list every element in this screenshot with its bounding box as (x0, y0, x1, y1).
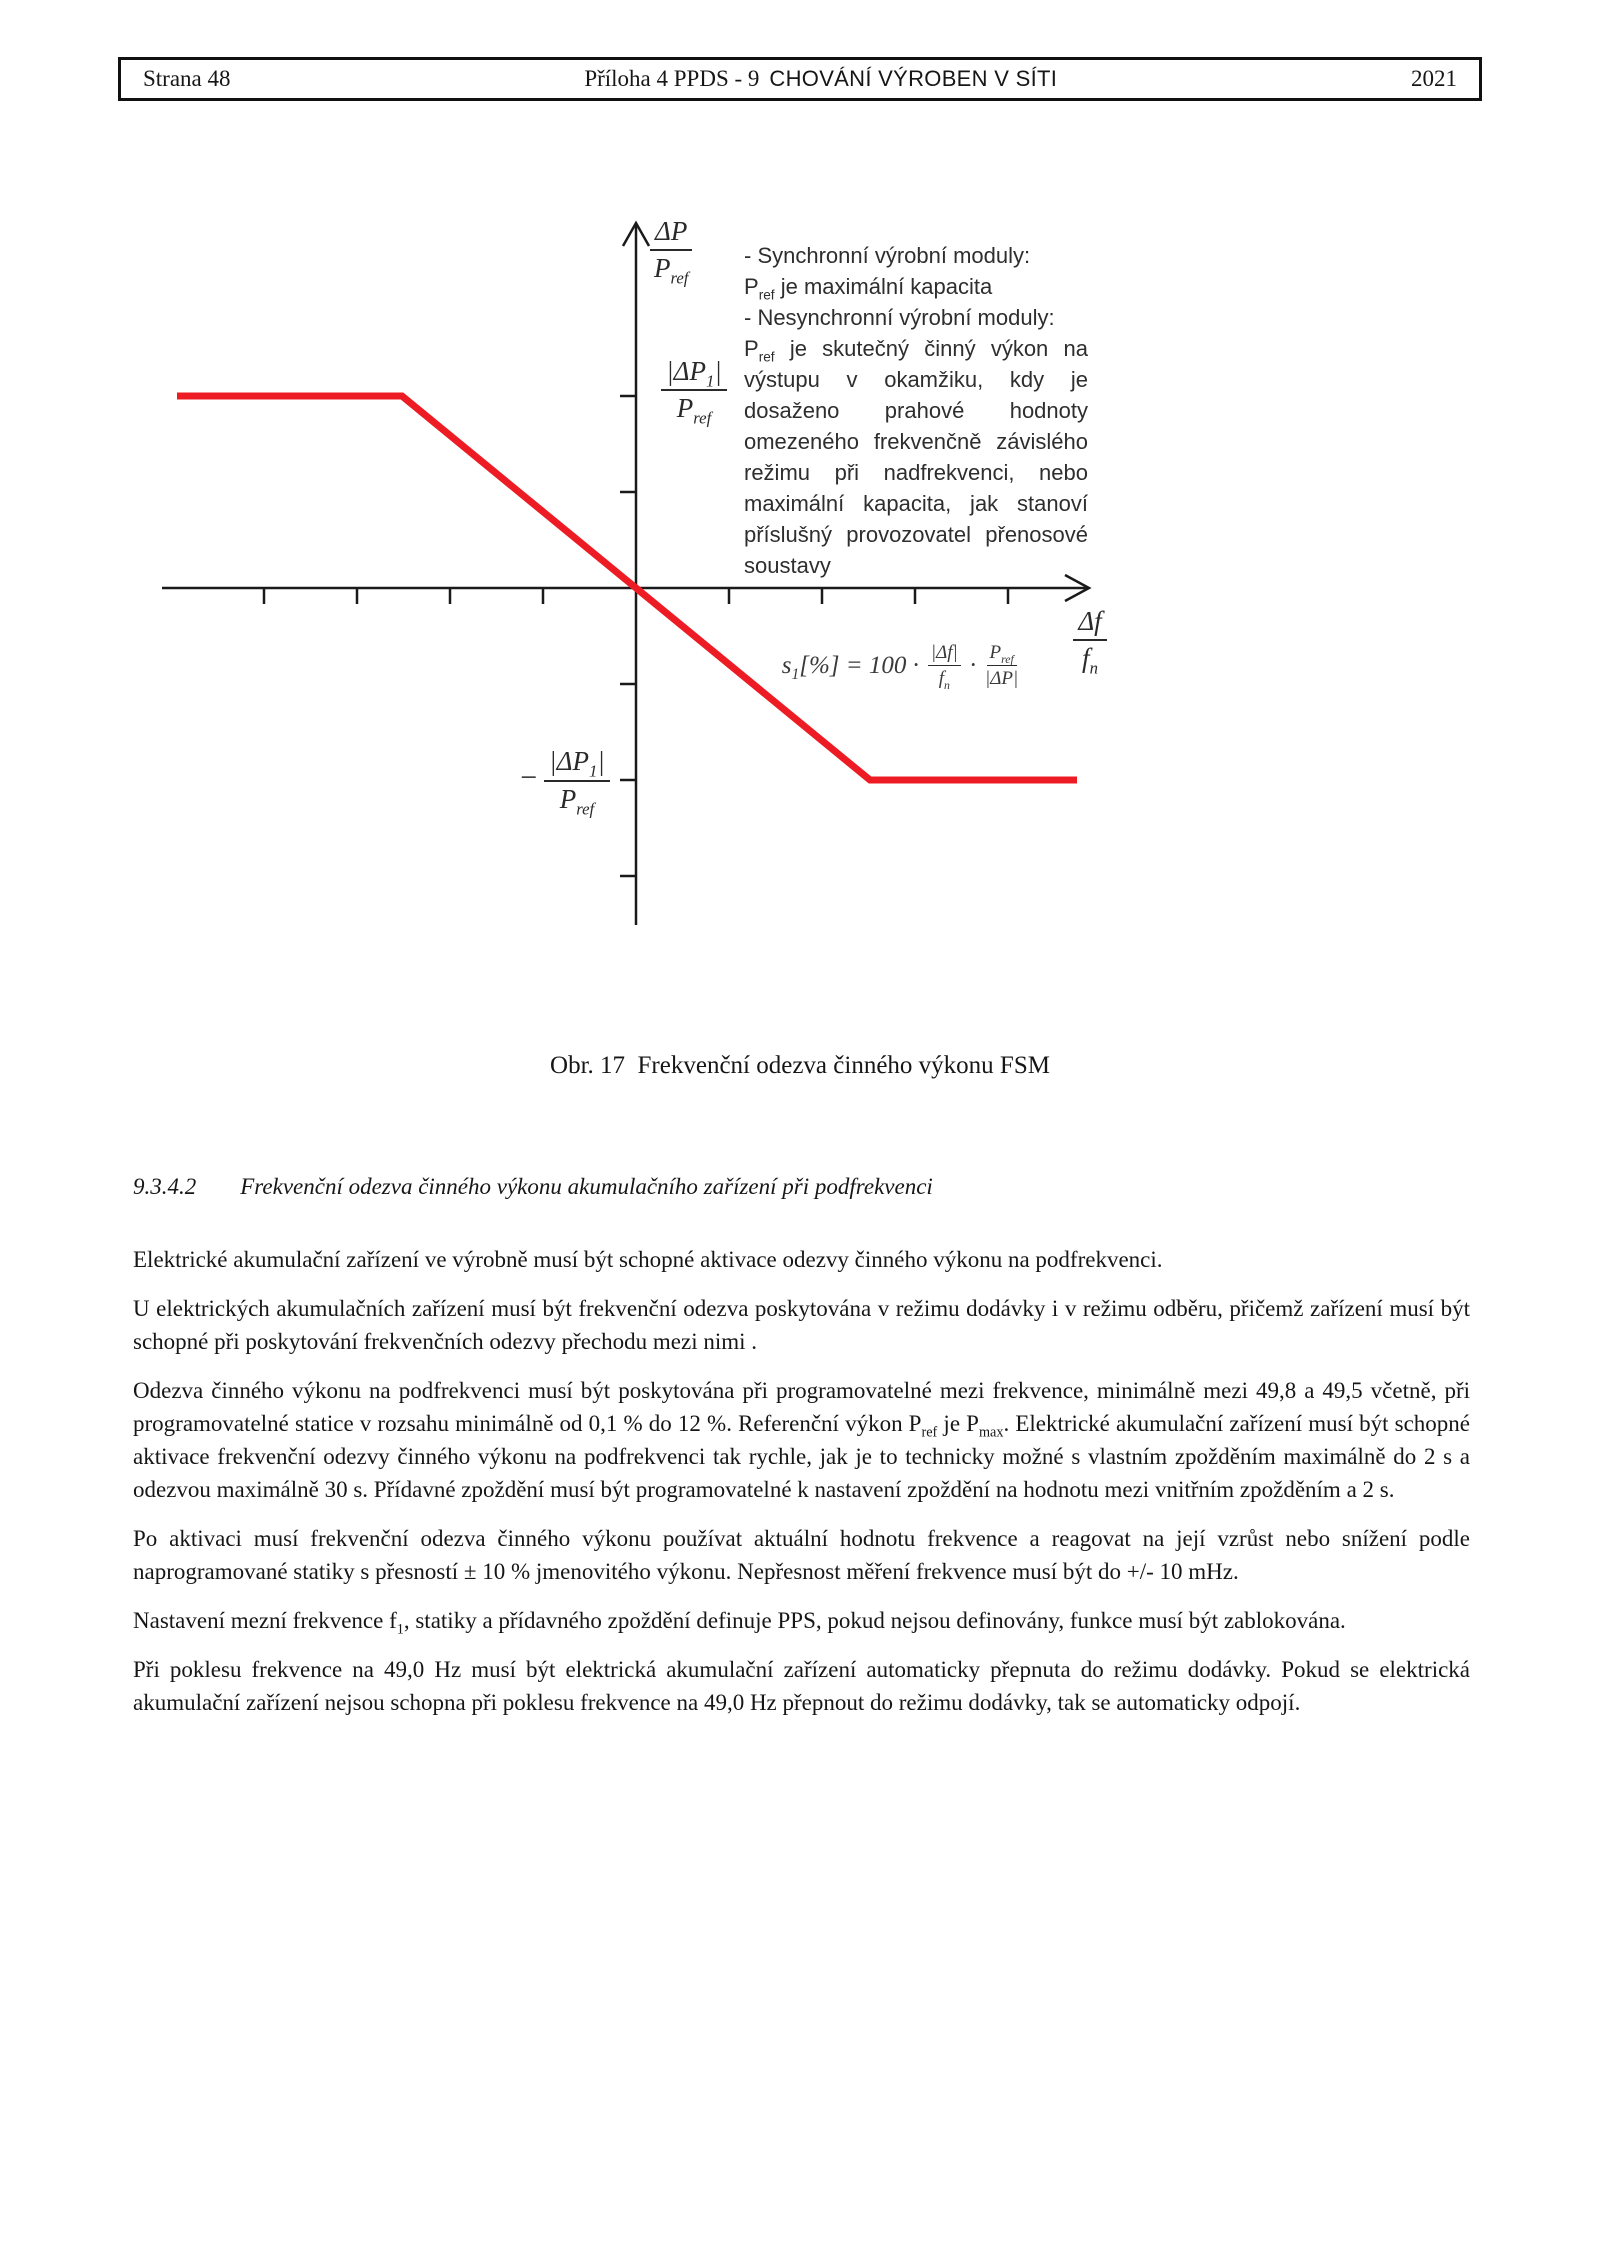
header-title (584, 66, 1057, 92)
upper-power-limit-label: $\frac{|\Delta P_1|}{P_{ref}}$ (644, 356, 744, 423)
paragraph: Po aktivaci musí frekvenční odezva činného výkonu používat aktuální hodnotu frekvence a reagovat na její vzrůst nebo snížení podle naprogramované statiky s přesností ± 10 % jmenovitého výkonu. Nepřesnost měření frekvence musí být do +/- 10 mHz. (133, 1526, 1470, 1584)
x-axis-label: $\frac{\Delta f}{f_n}$ (1050, 606, 1130, 673)
section-heading (133, 1170, 1470, 1203)
y-axis-label-fraction: $\frac{\Delta P}{P_{ref}}$ (650, 216, 692, 283)
paragraph: U elektrických akumulačních zařízení musí být frekvenční odezva poskytována v režimu dodávky i v režimu odběru, přičemž zařízení musí být schopné při poskytování frekvenčních odezvy přechodu mezi nimi . (133, 1296, 1470, 1354)
figure-fsm-droop (150, 210, 1130, 950)
droop-formula: $s_1[\%] = 100$ · $\frac{|\Delta f|}{f_n}$ · $\frac{P_{ref}}{|\Delta P|}$ (781, 642, 1019, 693)
header-title-serif: Příloha 4 PPDS - 9 (584, 66, 760, 91)
paragraph: Elektrické akumulační zařízení ve výrobně musí být schopné aktivace odezvy činného výkonu na podfrekvenci. (133, 1247, 1163, 1272)
section-number: 9.3.4.2 (133, 1174, 197, 1199)
paragraph: Při poklesu frekvence na 49,0 Hz musí být elektrická akumulační zařízení automaticky přepnuta do režimu dodávky. Pokud se elektrická akumulační zařízení nejsou schopna při poklesu frekvence na 49,0 Hz přepnout do režimu dodávky, tak se automaticky odpojí. (133, 1657, 1470, 1715)
lower-power-limit-label: − $\frac{|\Delta P_1|}{P_{ref}}$ (490, 728, 640, 832)
header-year: 2021 (1410, 66, 1457, 91)
y-axis-label (650, 216, 692, 288)
figure-caption: Obr. 17 Frekvenční odezva činného výkonu FSM (550, 1052, 1050, 1079)
page-header (118, 57, 1482, 101)
page-number-label: Strana 48 (143, 66, 231, 91)
header-title-sans: CHOVÁNÍ VÝROBEN V SÍTI (769, 66, 1058, 91)
figure-annotation: - Synchronní výrobní moduly: $P_{ref}$ je maximální kapacita - Nesynchronní výrobní moduly: $P_{ref}$ je skutečný činný výkon na výstupu v okamžiku, kdy je dosaženo prahové hodnoty omezeného frekvenčně závislého režimu při nadfrekvenci, nebo maximální kapacita, jak stanoví příslušný provozovatel přenosové soustavy (744, 243, 1088, 578)
paragraph: Nastavení mezní frekvence $f_1$, statiky a přídavného zpoždění definuje PPS, pokud nejsou definovány, funkce musí být zablokována. (133, 1608, 1346, 1638)
formula-lhs: $s_1[\%] = 100$ · (781, 651, 919, 683)
section-body (133, 1170, 1470, 1719)
section-title: Frekvenční odezva činného výkonu akumulačního zařízení při podfrekvenci (240, 1174, 933, 1199)
paragraph: Odezva činného výkonu na podfrekvenci musí být poskytována při programovatelné mezi frekvence, minimálně mezi 49,8 a 49,5 včetně, při programovatelné statice v rozsahu minimálně od 0,1 % do 12 %. Referenční výkon $P_{ref}$ je $P_{max}$. Elektrické akumulační zařízení musí být schopné aktivace frekvenční odezvy činného výkonu na podfrekvenci tak rychle, jak je to technicky možné s vlastním zpožděním maximálně do 2 s a odezvou maximálně 30 s. Přídavné zpoždění musí být programovatelné k nastavení zpoždění na hodnotu mezi vnitřním zpožděním a 2 s. (133, 1378, 1470, 1502)
formula-dot: · (969, 651, 977, 679)
